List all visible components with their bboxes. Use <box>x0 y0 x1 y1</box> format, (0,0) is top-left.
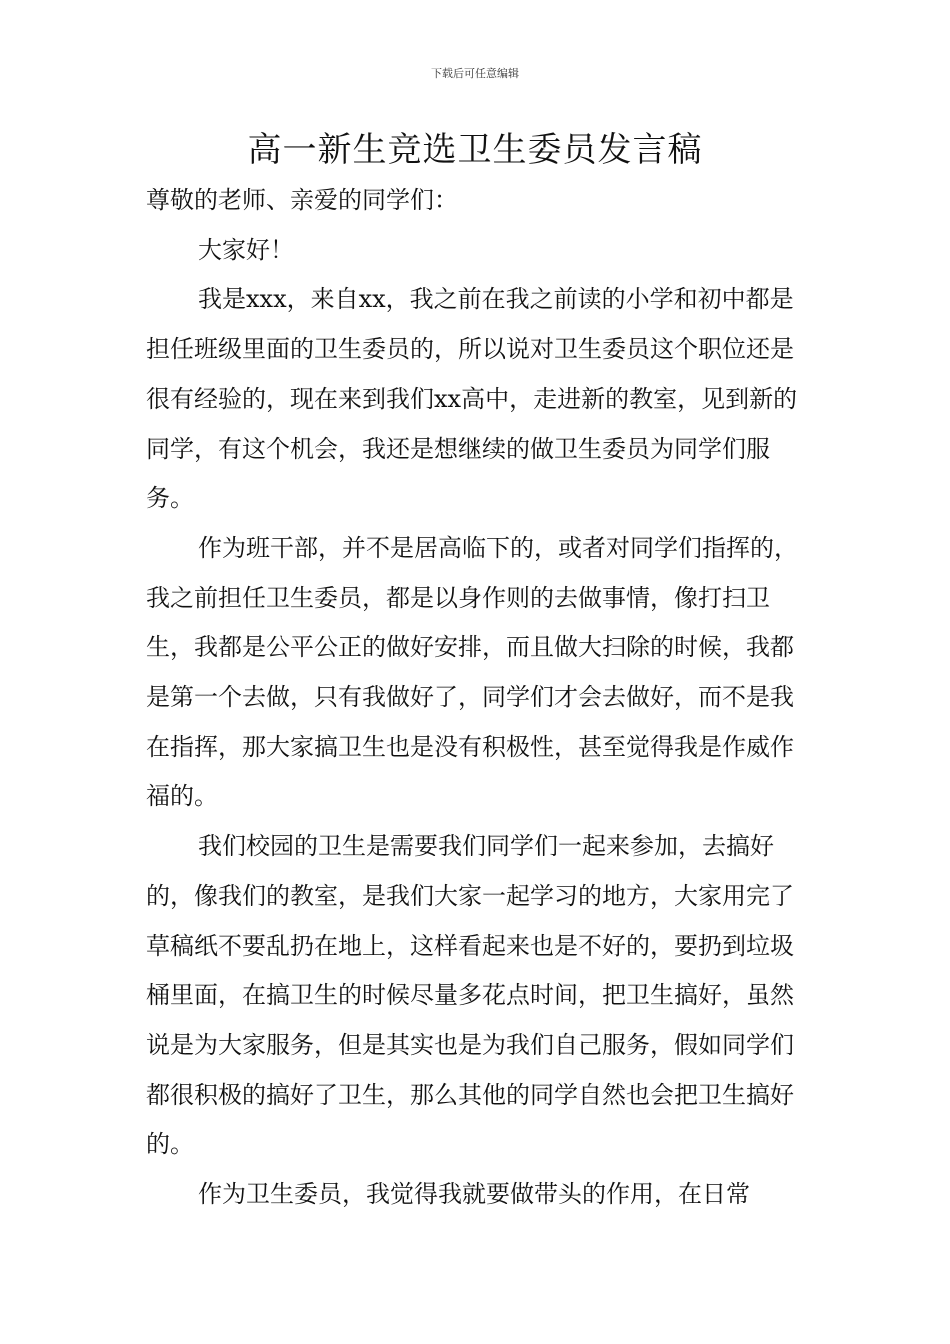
paragraph-greeting: 大家好！ <box>198 235 294 264</box>
paragraph-leadership: 作为班干部，并不是居高临下的，或者对同学们指挥的，我之前担任卫生委员，都是以身作则的去做事情，像打扫卫生，我都是公平公正的做好安排，而且做大扫除的时候，我都是第一个去做，只有我做好了，同学们才会去做好，而不是我在指挥，那大家搞卫生也是没有积极性，甚至觉得我是作威作福的。 <box>146 533 798 811</box>
document-body <box>146 176 816 1220</box>
salutation: 尊敬的老师、亲爱的同学们： <box>146 186 458 214</box>
document-title: 高一新生竞选卫生委员发言稿 <box>247 130 703 170</box>
paragraph-introduction: 我是xxx，来自xx，我之前在我之前读的小学和初中都是担任班级里面的卫生委员的，所以说对卫生委员这个职位还是很有经验的，现在来到我们xx高中，走进新的教室，见到新的同学，有这个机会，我还是想继续的做卫生委员为同学们服务。 <box>146 285 798 513</box>
paragraph-role-model: 作为卫生委员，我觉得我就要做带头的作用，在日常 <box>198 1180 750 1209</box>
paragraph-campus-hygiene: 我们校园的卫生是需要我们同学们一起来参加，去搞好的，像我们的教室，是我们大家一起学习的地方，大家用完了草稿纸不要乱扔在地上，这样看起来也是不好的，要扔到垃圾桶里面，在搞卫生的时候尽量多花点时间，把卫生搞好，虽然说是为大家服务，但是其实也是为我们自己服务，假如同学们都很积极的搞好了卫生，那么其他的同学自然也会把卫生搞好的。 <box>146 832 794 1159</box>
header-note: 下载后可任意编辑 <box>431 67 519 80</box>
